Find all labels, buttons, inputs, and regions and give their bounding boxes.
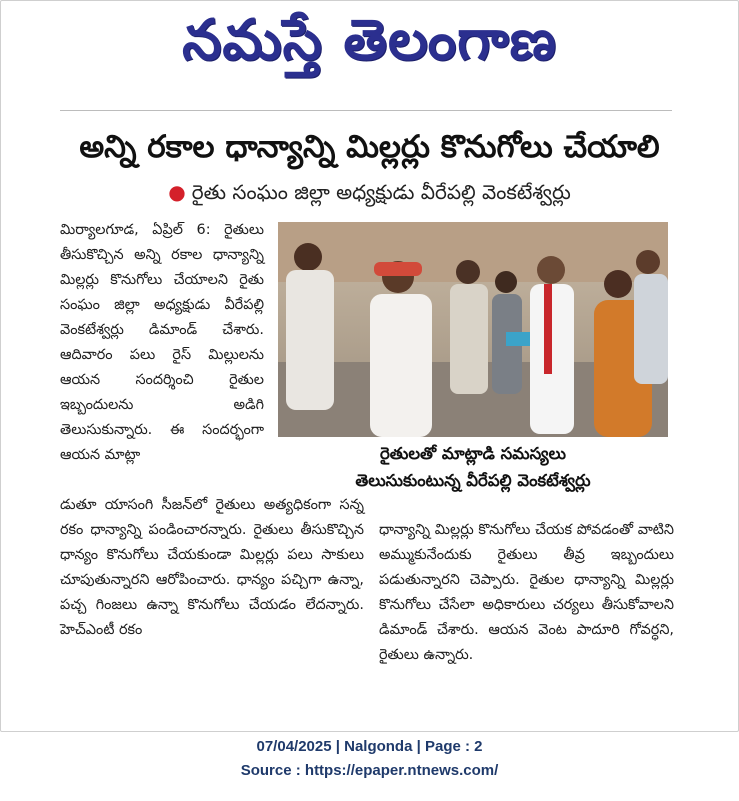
- article-headline: అన్ని రకాల ధాన్యాన్ని మిల్లర్లు కొనుగోలు చేయాలి: [79, 129, 660, 165]
- article-photo: [278, 222, 668, 437]
- article-subhead: [0, 178, 739, 206]
- bullet-icon: ●: [168, 180, 186, 204]
- article-bottom-left-column: డుతూ యాసంగి సీజన్‌లో రైతులు అత్యధికంగా సన్న రకం ధాన్యాన్ని పండించారన్నారు. రైతులు తీసుకొచ్చిన ధాన్యం కొనుగోలు చేయకుండా మిల్లర్లు పలు సాకులు చూపుతున్నారని ఆరోపించారు. ధాన్యం పచ్చిగా ఉన్నా, పచ్చ గింజలు ఉన్నా కొనుగోలు చేయడం లేదన్నారు. హెచ్ఎంటీ రకం: [60, 497, 364, 638]
- footer-date-edition: 07/04/2025 | Nalgonda | Page : 2: [256, 738, 483, 755]
- article-lead-column: మిర్యాలగూడ, ఏప్రిల్ 6: రైతులు తీసుకొచ్చిన అన్ని రకాల ధాన్యాన్ని మిల్లర్లు కొనుగోలు చేయాలని రైతు సంఘం జిల్లా అధ్యక్షుడు వీరేపల్లి వెంకటేశ్వర్లు డిమాండ్ చేశారు. ఆదివారం పలు రైస్ మిల్లులను ఆయన సందర్శించి రైతుల ఇబ్బందులను అడిగి తెలుసుకున్నారు. ఈ సందర్భంగా ఆయన మాట్లా: [60, 222, 264, 463]
- photo-caption: [278, 440, 668, 494]
- caption-line-1: రైతులతో మాట్లాడి సమస్యలు: [379, 444, 567, 463]
- caption-line-2: తెలుసుకుంటున్న వీరేపల్లి వెంకటేశ్వర్లు: [355, 471, 591, 490]
- masthead-divider: [60, 110, 672, 111]
- footer-source: Source : https://epaper.ntnews.com/: [240, 762, 499, 779]
- subhead-text: రైతు సంఘం జిల్లా అధ్యక్షుడు వీరేపల్లి వెంకటేశ్వర్లు: [191, 180, 571, 204]
- article-bottom-right-column: ధాన్యాన్ని మిల్లర్లు కొనుగోలు చేయక పోవడంతో వాటిని అమ్ముకునేందుకు రైతులు తీవ్ర ఇబ్బందులు పడుతున్నారని చెప్పారు. రైతుల ధాన్యాన్ని మిల్లర్లు కొనుగోలు చేసేలా అధికారులు చర్యలు తీసుకోవాలని డిమాండ్ చేశారు. ఆయన వెంట పాదూరి గోవర్ధని, రైతులు ఉన్నారు.: [379, 522, 674, 663]
- newspaper-masthead: నమస్తే తెలంగాణ: [182, 8, 557, 73]
